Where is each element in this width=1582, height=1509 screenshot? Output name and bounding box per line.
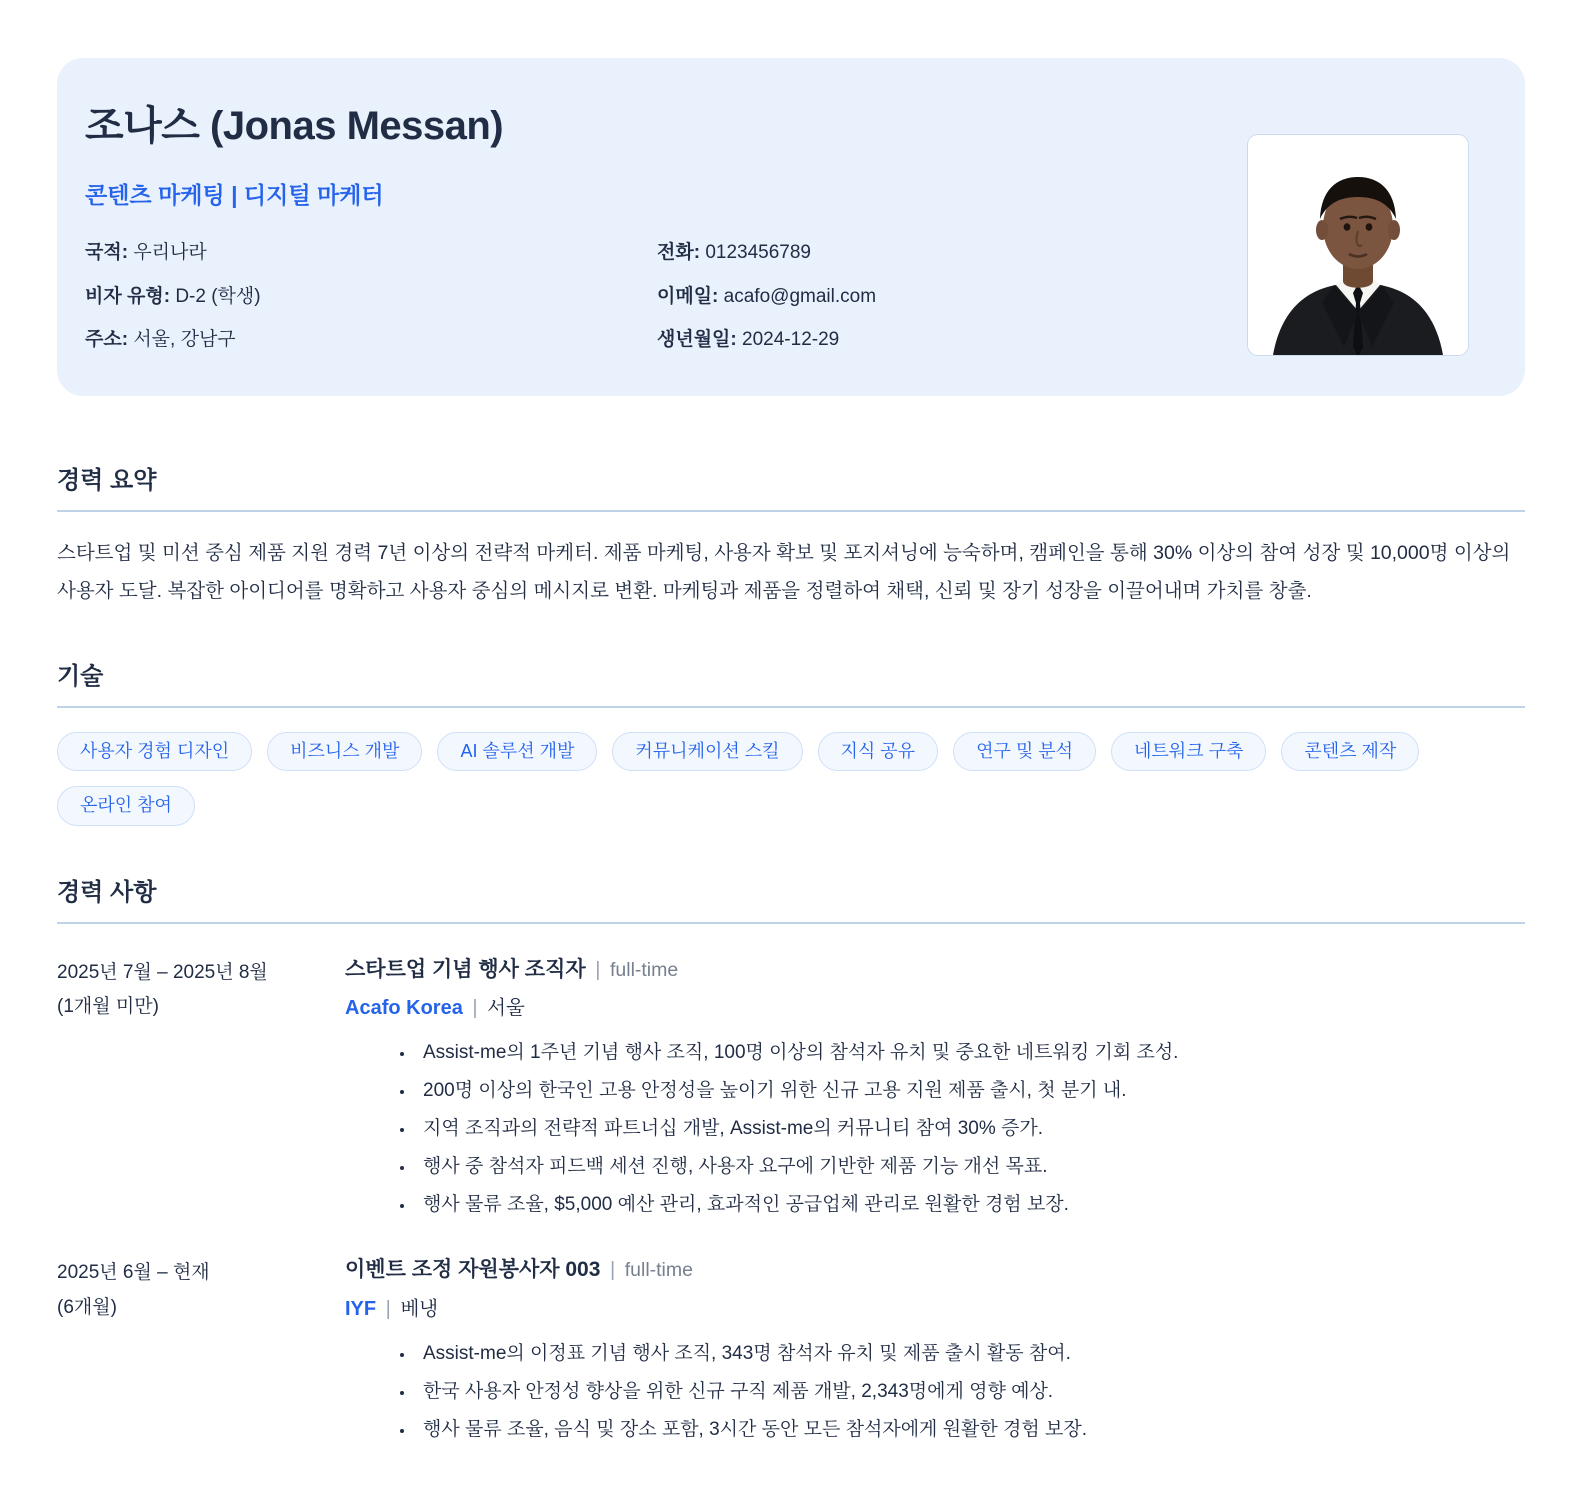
skill-pill: 콘텐츠 제작 xyxy=(1281,732,1419,772)
entry-bullet-list xyxy=(345,1034,1525,1224)
skill-pill: AI 솔루션 개발 xyxy=(437,732,597,772)
info-value: acafo@gmail.com xyxy=(723,285,877,307)
entry-bullet-item: • 한국 사용자 안정성 향상을 위한 신규 구직 제품 개발, 2,343명에게 영향 예상. xyxy=(415,1373,1525,1411)
experience-entry xyxy=(57,1256,1525,1448)
entry-job-title: 스타트업 기념 행사 조직자 xyxy=(345,958,586,981)
section-experience xyxy=(57,872,1525,1449)
separator-bar: | xyxy=(604,1259,621,1282)
summary-text: 스타트업 및 미션 중심 제품 지원 경력 7년 이상의 전략적 마케터. 제품 마케팅, 사용자 확보 및 포지셔닝에 능숙하며, 캠페인을 통해 30% 이상의 참여 성장 및 10,000명 이상의 사용자 도달. 복잡한 아이디어를 명확하고 사용자 중심의 메시지로 변환. 마케팅과 제품을 정렬하여 채택, 신뢰 및 장기 성장을 이끌어내며 가치를 창출. xyxy=(57,541,1511,602)
entry-location: 베냉 xyxy=(400,1297,439,1320)
entry-body xyxy=(345,1256,1525,1448)
info-value: 서울, 강남구 xyxy=(133,329,236,351)
candidate-role-subtitle: 콘텐츠 마케팅 | 디지털 마케터 xyxy=(85,182,384,208)
entry-company-row xyxy=(345,992,1525,1020)
entry-date-range: 2025년 7월 – 2025년 8월 xyxy=(57,962,268,983)
info-column-left xyxy=(85,240,657,354)
info-label: 국적: xyxy=(85,242,129,263)
info-label: 이메일: xyxy=(657,285,719,307)
entry-job-title: 이벤트 조정 자원봉사자 003 xyxy=(345,1258,601,1282)
skills-title: 기술 xyxy=(57,662,104,690)
info-field xyxy=(85,284,657,311)
section-summary xyxy=(57,460,1525,610)
profile-photo xyxy=(1248,135,1468,355)
skill-pill: 커뮤니케이션 스킬 xyxy=(612,732,802,772)
entry-location: 서울 xyxy=(487,997,525,1020)
entry-bullet-item: • 행사 물류 조율, $5,000 예산 관리, 효과적인 공급업체 관리로 원활한 경험 보장. xyxy=(415,1186,1525,1224)
entry-bullet-item: • Assist-me의 이정표 기념 행사 조직, 343명 참석자 유치 및 제품 출시 활동 참여. xyxy=(415,1335,1525,1373)
entry-bullet-item: • 200명 이상의 한국인 고용 안정성을 높이기 위한 신규 고용 지원 제품 출시, 첫 분기 내. xyxy=(415,1072,1525,1110)
info-value: 2024-12-29 xyxy=(742,329,840,351)
entry-date-range: 2025년 6월 – 현재 xyxy=(57,1262,210,1284)
entry-title-row xyxy=(345,956,1525,983)
info-value: 0123456789 xyxy=(705,242,811,263)
entry-duration: (1개월 미만) xyxy=(57,996,159,1018)
entry-bullet-item: • 지역 조직과의 전략적 파트너십 개발, Assist-me의 커뮤니티 참여 30% 증가. xyxy=(415,1110,1525,1148)
info-label: 생년월일: xyxy=(657,329,737,351)
separator-bar: | xyxy=(380,1297,397,1320)
entry-dates xyxy=(57,1256,345,1448)
entry-company-link[interactable]: Acafo Korea xyxy=(345,997,463,1020)
portrait-illustration xyxy=(1248,135,1468,355)
experience-title: 경력 사항 xyxy=(57,879,157,906)
entry-bullet-item: • 행사 중 참석자 피드백 세션 진행, 사용자 요구에 기반한 제품 기능 개선 목표. xyxy=(415,1148,1525,1186)
entry-bullet-list xyxy=(345,1335,1525,1449)
skill-pill: 연구 및 분석 xyxy=(953,732,1096,772)
entry-body xyxy=(345,956,1525,1224)
entry-employment-type: full-time xyxy=(624,1259,693,1282)
summary-title: 경력 요약 xyxy=(57,466,157,494)
info-field xyxy=(85,240,657,267)
profile-header-card xyxy=(57,58,1525,396)
entry-duration: (6개월) xyxy=(57,1296,117,1318)
entry-dates xyxy=(57,956,345,1224)
entry-company-row xyxy=(345,1293,1525,1321)
info-label: 주소: xyxy=(85,329,129,351)
skills-list xyxy=(57,732,1525,826)
section-underline xyxy=(57,510,1525,512)
entry-bullet-item: • Assist-me의 1주년 기념 행사 조직, 100명 이상의 참석자 유치 및 중요한 네트워킹 기회 조성. xyxy=(415,1034,1525,1072)
separator-bar: | xyxy=(589,959,606,981)
info-field xyxy=(85,327,657,354)
info-value: 우리나라 xyxy=(133,242,207,263)
skill-pill: 지식 공유 xyxy=(818,732,939,772)
skill-pill: 온라인 참여 xyxy=(57,786,195,826)
experience-entry xyxy=(57,956,1525,1224)
section-skills xyxy=(57,656,1525,826)
info-value: D-2 (학생) xyxy=(175,285,261,307)
info-label: 전화: xyxy=(657,242,701,263)
entry-bullet-item: • 행사 물류 조율, 음식 및 장소 포함, 3시간 동안 모든 참석자에게 원활한 경험 보장. xyxy=(415,1411,1525,1449)
skill-pill: 네트워크 구축 xyxy=(1111,732,1266,772)
entry-company-link[interactable]: IYF xyxy=(345,1297,377,1320)
section-underline xyxy=(57,706,1525,708)
section-underline xyxy=(57,922,1525,924)
entry-title-row xyxy=(345,1256,1525,1283)
info-label: 비자 유형: xyxy=(85,285,171,307)
candidate-name: 조나스 (Jonas Messan) xyxy=(85,104,504,148)
separator-bar: | xyxy=(466,997,484,1020)
entry-employment-type: full-time xyxy=(609,959,679,981)
skill-pill: 사용자 경험 디자인 xyxy=(57,732,252,772)
skill-pill: 비즈니스 개발 xyxy=(267,732,422,772)
experience-entries xyxy=(57,956,1525,1449)
